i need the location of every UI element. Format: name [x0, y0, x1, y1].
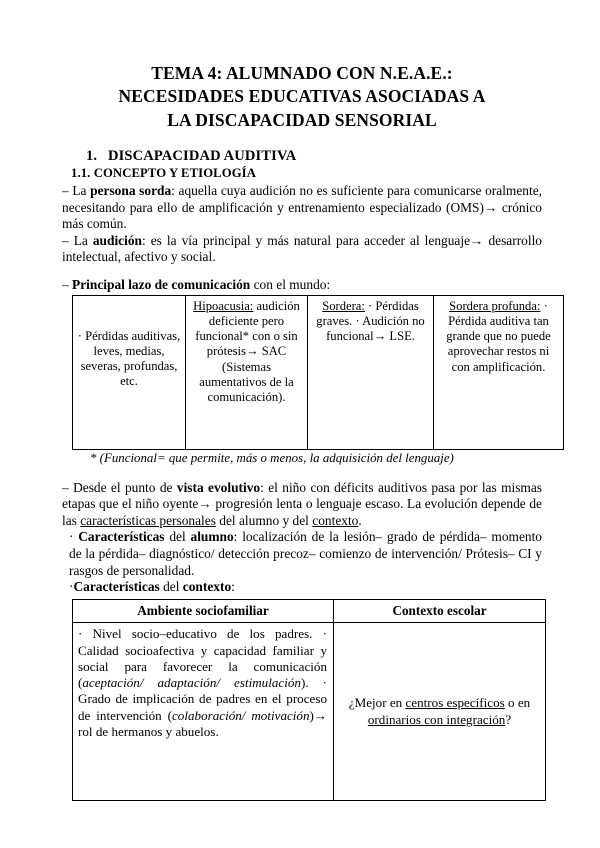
- paragraph-vista-evolutivo: [62, 480, 542, 530]
- table-hearing-loss: [72, 295, 564, 450]
- bullet: ·: [69, 579, 74, 595]
- cell-header-sordera-profunda: Sordera profunda:: [449, 299, 541, 314]
- audicion-term: audición: [92, 232, 142, 248]
- evolutivo-text: : el niño con déficits auditivos pasa por las mismas etapas que el niño oyente→ progresión lenta o lenguaje escaso. La evolución depende de las: [62, 479, 542, 528]
- dash-lead: – La: [62, 183, 91, 199]
- subsection-heading: 1.1. CONCEPTO Y ETIOLOGÍA: [71, 166, 256, 181]
- paragraph-persona-sorda: [62, 183, 542, 233]
- paragraph-lazo-comunicacion: [62, 277, 542, 294]
- cell-header-sordera: Sordera:: [322, 299, 365, 314]
- cell-perdidas-auditivas: [73, 296, 186, 450]
- page-title-line-2: NECESIDADES EDUCATIVAS ASOCIADAS A: [118, 86, 486, 107]
- spacer: [62, 266, 542, 277]
- lazo-rest: con el mundo:: [250, 276, 331, 292]
- cell-body: · Pérdida auditiva tan grande que no puede aprovechar restos ni con amplificación.: [446, 299, 551, 374]
- page-title-line-1: TEMA 4: ALUMNADO CON N.E.A.E.:: [151, 63, 453, 83]
- column-header-contexto-escolar: Contexto escolar: [334, 599, 546, 623]
- section-heading: [62, 148, 542, 165]
- paragraph-audicion: [62, 233, 542, 266]
- question-pre: ¿Mejor en: [348, 695, 406, 711]
- item-calidad-socioafectiva-b: ).: [300, 675, 309, 691]
- question-mid: o en: [504, 695, 531, 711]
- dash-lead: – Desde el punto de: [62, 479, 177, 495]
- cell-ambiente-sociofamiliar: [73, 623, 334, 801]
- lazo-term: Principal lazo de comunicación: [72, 276, 251, 292]
- mid-text: del: [164, 529, 191, 545]
- cell-contexto-escolar: [334, 623, 546, 801]
- persona-sorda-term: persona sorda: [90, 183, 172, 199]
- ordinarios-integracion-underline: ordinarios con integración: [367, 711, 506, 727]
- centros-especificos-underline: centros específicos: [405, 695, 505, 711]
- contexto-term: contexto: [182, 579, 232, 595]
- cell-body: · Pérdidas auditivas, leves, medias, severas, profundas, etc.: [77, 329, 181, 389]
- dash-lead: – La: [62, 232, 93, 248]
- evolutivo-end: .: [358, 512, 362, 528]
- item-grado-implicacion-b: )→ rol de hermanos y abuelos.: [78, 707, 327, 739]
- mid-text: del: [159, 579, 183, 595]
- cell-sordera-profunda: [434, 296, 564, 450]
- section-heading-label: DISCAPACIDAD AUDITIVA: [108, 147, 297, 164]
- item-grado-implicacion-italic: colaboración/ motivación: [171, 707, 310, 723]
- table-row: [73, 296, 564, 450]
- cell-header-hipoacusia: Hipoacusia:: [193, 299, 254, 314]
- cell-body: · Pérdidas graves. · Audición no funcional→ LSE.: [316, 299, 425, 344]
- footnote-funcional: * (Funcional= que permite, más o menos, la adquisición del lenguaje): [90, 451, 454, 466]
- caracteristicas-alumno-list: : localización de la lesión– grado de pérdida– momento de la pérdida– diagnóstico/ detección precoz– comienzo de intervención/ Prótesis– CI y rasgos de personalidad.: [69, 529, 542, 578]
- alumno-term: alumno: [190, 529, 234, 545]
- contexto-underline: contexto: [312, 512, 359, 528]
- bullet: ·: [69, 529, 79, 545]
- item-calidad-socioafectiva-a: · Calidad socioafectiva y capacidad familiar y social para favorecer la comunicación (: [78, 626, 327, 691]
- persona-sorda-definition: : aquella cuya audición no es suficiente para comunicarse oralmente, necesitando para ello de amplificación y entrenamiento especializado (OMS)→ crónico más común.: [62, 183, 542, 232]
- question-post: ?: [505, 711, 512, 727]
- section-number: 1.: [86, 147, 98, 164]
- column-header-ambiente-sociofamiliar: Ambiente sociofamiliar: [73, 599, 334, 623]
- page-title-line-3: LA DISCAPACIDAD SENSORIAL: [167, 109, 437, 130]
- cell-sordera: [308, 296, 434, 450]
- table-row: [73, 623, 546, 801]
- table-header-row: [73, 599, 546, 623]
- cell-body: audición deficiente pero funcional* con o sin prótesis→ SAC (Sistemas aumentativos de la comunicación).: [195, 299, 300, 404]
- colon: :: [231, 579, 235, 595]
- table-contexto: [72, 599, 546, 802]
- paragraph-caracteristicas-contexto: [62, 579, 542, 596]
- page-title: [62, 62, 542, 132]
- item-nivel-socioeducativo: · Nivel socio–educativo de los padres.: [78, 626, 313, 642]
- spacer: [62, 467, 542, 480]
- evolutivo-text-2: del alumno y del: [215, 512, 313, 528]
- cell-hipoacusia: [186, 296, 308, 450]
- paragraph-caracteristicas-alumno: [62, 529, 542, 579]
- caracteristicas-personales-underline: características personales: [80, 512, 216, 528]
- caracteristicas-term: Características: [73, 579, 160, 595]
- vista-evolutivo-term: vista evolutivo: [176, 479, 261, 495]
- item-calidad-socioafectiva-italic: aceptación/ adaptación/ estimulación: [82, 675, 301, 691]
- item-grado-implicacion-a: · Grado de implicación de padres en el proceso de intervención (: [78, 675, 327, 723]
- dash-lead: –: [62, 276, 73, 292]
- audicion-definition: : es la vía principal y más natural para acceder al lenguaje→ desarrollo intelectual, afectivo y social.: [62, 232, 542, 265]
- caracteristicas-term: Características: [78, 529, 165, 545]
